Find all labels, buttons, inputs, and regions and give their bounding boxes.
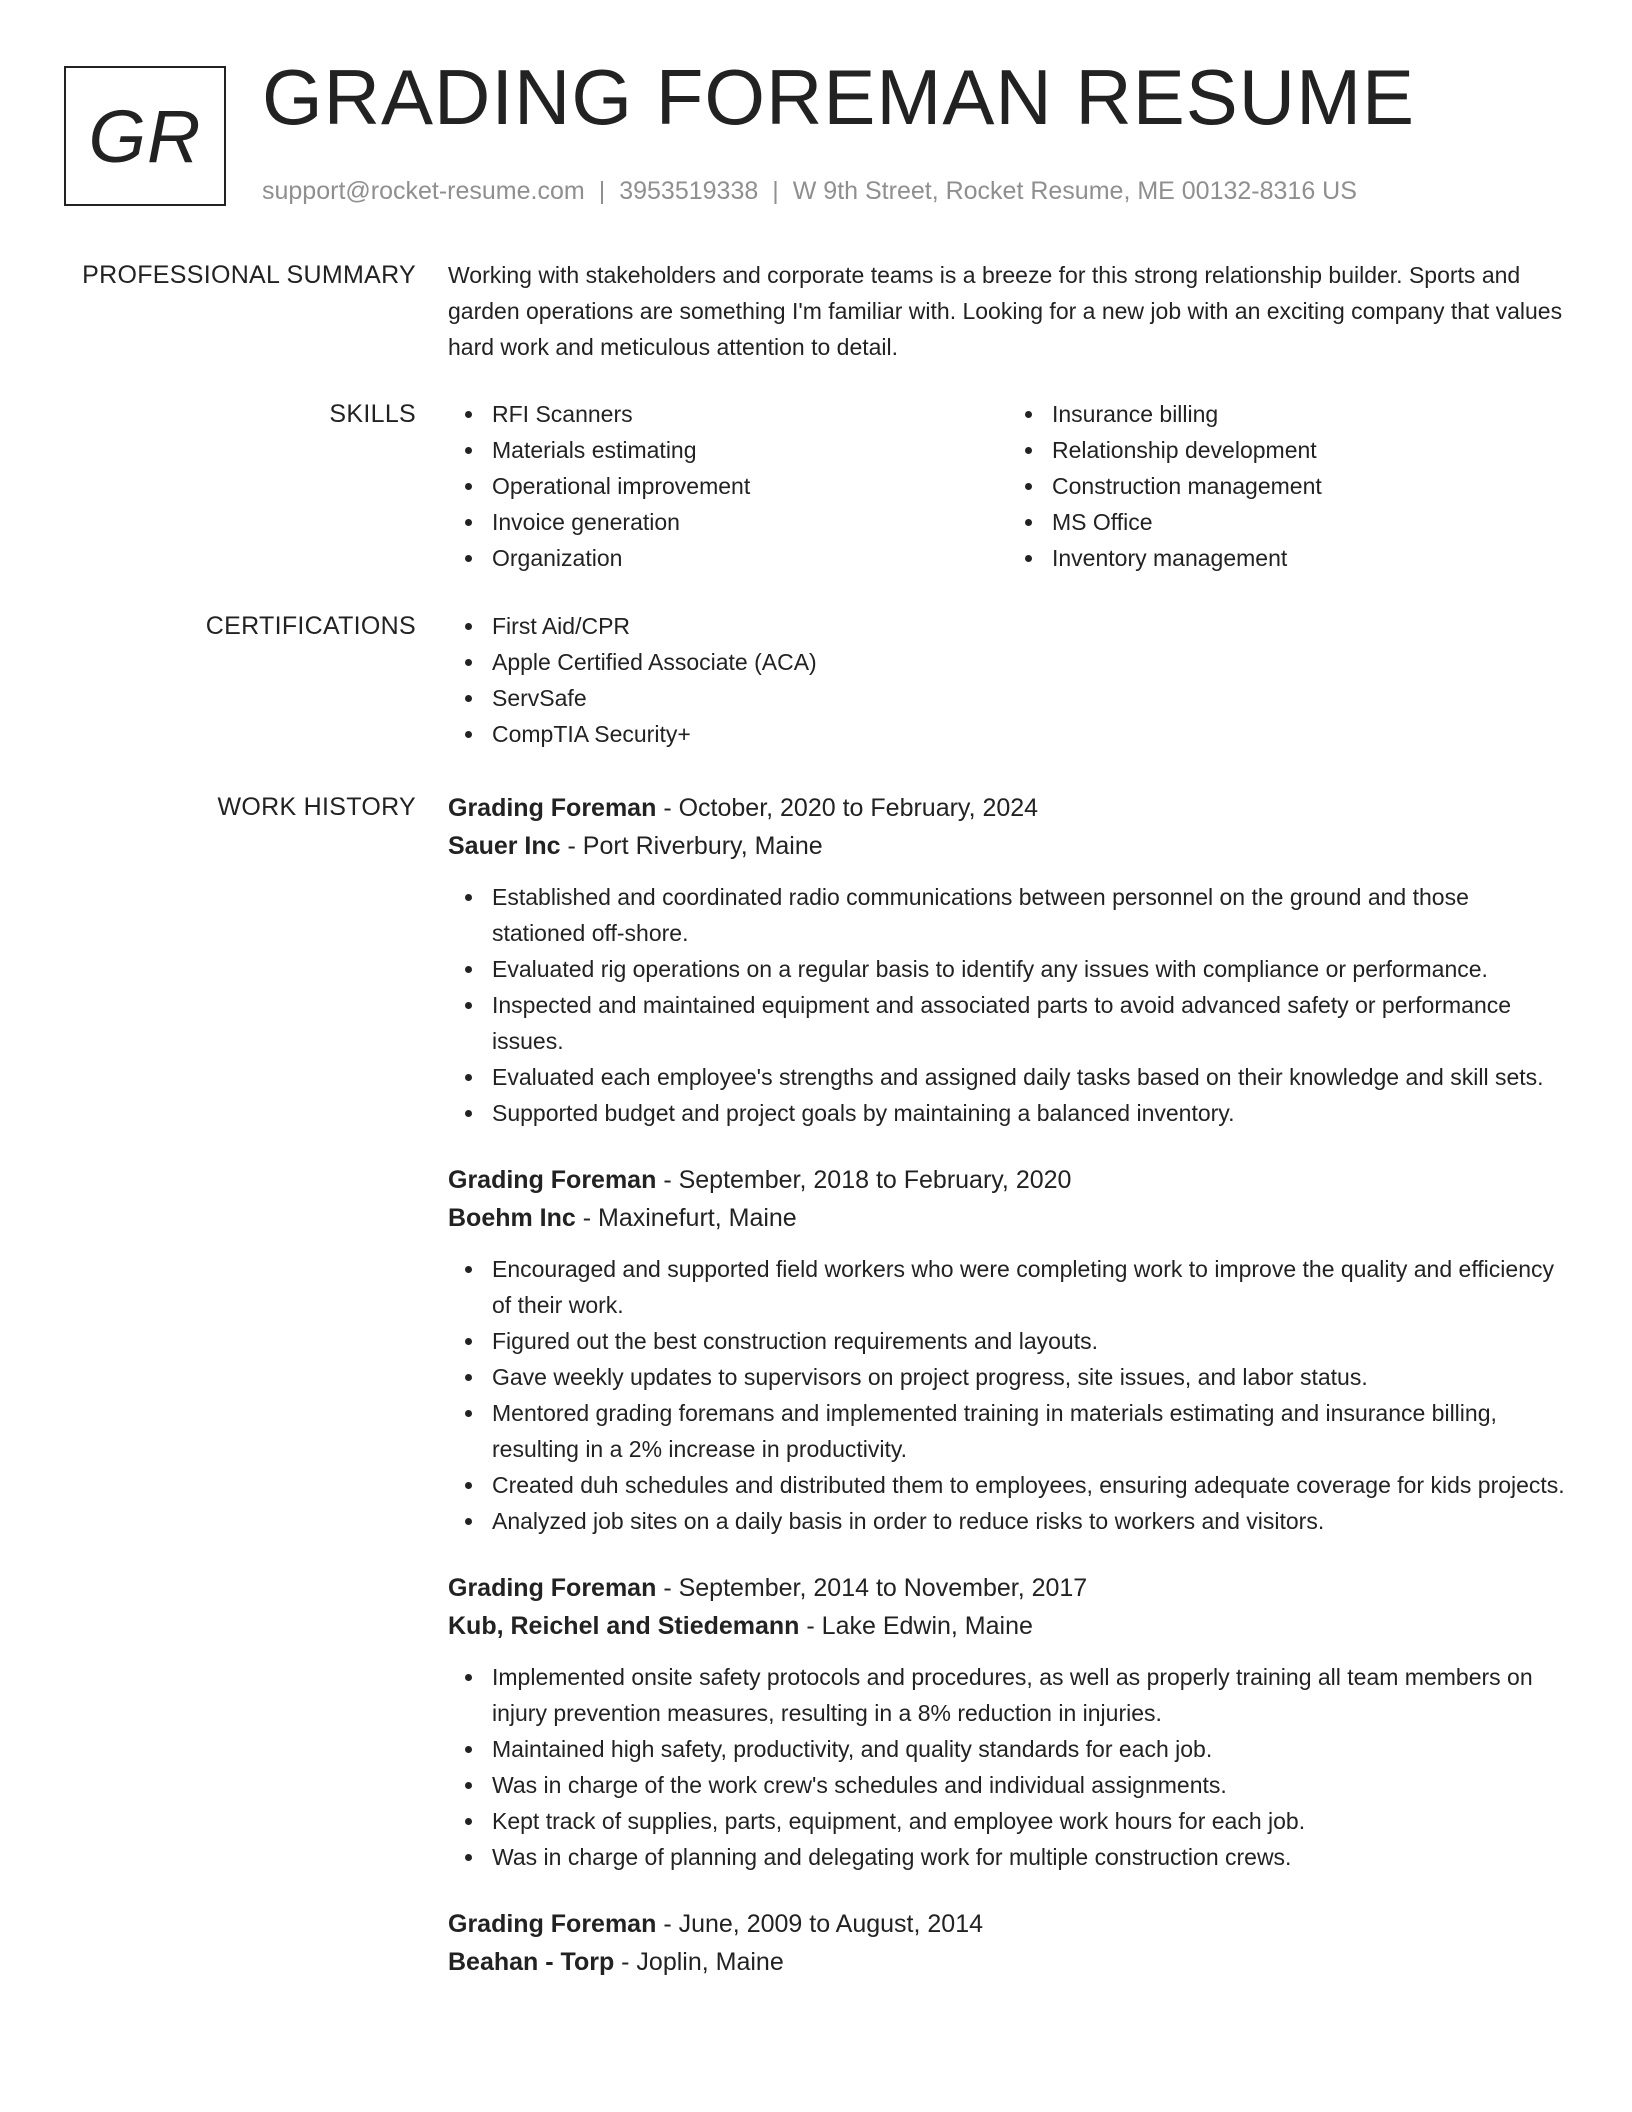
- job-location: - Lake Edwin, Maine: [799, 1612, 1033, 1640]
- contact-line: [262, 176, 1357, 206]
- job-duties-list: [448, 879, 1568, 1131]
- skill-item: RFI Scanners: [492, 396, 1008, 432]
- contact-separator: |: [598, 177, 606, 205]
- job-duty: Mentored grading foremans and implemented training in materials estimating and insurance billing, resulting in a 2% increase in productivity.: [492, 1395, 1568, 1467]
- job-entry: [448, 789, 1568, 1131]
- job-duty: Evaluated each employee's strengths and assigned daily tasks based on their knowledge and skill sets.: [492, 1059, 1568, 1095]
- job-company: Boehm Inc: [448, 1204, 576, 1232]
- work-history-heading: WORK HISTORY: [217, 793, 416, 821]
- job-company-line: [448, 1943, 1568, 1981]
- job-duty: Maintained high safety, productivity, and quality standards for each job.: [492, 1731, 1568, 1767]
- skill-item: Construction management: [1052, 468, 1568, 504]
- job-duty: Kept track of supplies, parts, equipment, and employee work hours for each job.: [492, 1803, 1568, 1839]
- contact-separator: |: [772, 177, 779, 205]
- job-entry: [448, 1905, 1568, 1981]
- job-entry: [448, 1569, 1568, 1875]
- job-duty: Implemented onsite safety protocols and procedures, as well as properly training all team members on injury prevention measures, resulting in a 8% reduction in injuries.: [492, 1659, 1568, 1731]
- job-title-line: [448, 1905, 1568, 1943]
- certification-item: First Aid/CPR: [492, 608, 1568, 644]
- job-title: Grading Foreman: [448, 1910, 657, 1938]
- job-duty: Was in charge of the work crew's schedules and individual assignments.: [492, 1767, 1568, 1803]
- skills-list-right: [1008, 396, 1568, 576]
- job-company: Sauer Inc: [448, 832, 561, 860]
- job-duty: Inspected and maintained equipment and associated parts to avoid advanced safety or performance issues.: [492, 987, 1568, 1059]
- job-location: - Maxinefurt, Maine: [575, 1204, 797, 1232]
- monogram-logo: GR: [64, 66, 226, 206]
- contact-address: W 9th Street, Rocket Resume, ME 00132-8316 US: [792, 177, 1357, 205]
- job-duties-list: [448, 1251, 1568, 1539]
- job-title-line: [448, 1569, 1568, 1607]
- contact-phone: 3953519338: [619, 177, 759, 205]
- contact-email: support@rocket-resume.com: [262, 177, 585, 205]
- certification-item: Apple Certified Associate (ACA): [492, 644, 1568, 680]
- job-title: Grading Foreman: [448, 1166, 657, 1194]
- certifications-heading: CERTIFICATIONS: [205, 612, 416, 640]
- job-duty: Encouraged and supported field workers who were completing work to improve the quality and efficiency of their work.: [492, 1251, 1568, 1323]
- skills-heading: SKILLS: [329, 400, 416, 428]
- job-duty: Supported budget and project goals by maintaining a balanced inventory.: [492, 1095, 1568, 1131]
- skill-item: Materials estimating: [492, 432, 1008, 468]
- skill-item: Invoice generation: [492, 504, 1008, 540]
- skill-item: Insurance billing: [1052, 396, 1568, 432]
- certification-item: ServSafe: [492, 680, 1568, 716]
- certifications-body: [448, 608, 1568, 752]
- skill-item: Relationship development: [1052, 432, 1568, 468]
- skills-list-left: [448, 396, 1008, 576]
- job-company: Beahan - Torp: [448, 1948, 615, 1976]
- job-title: Grading Foreman: [448, 1574, 657, 1602]
- job-company-line: [448, 827, 1568, 865]
- skills-body: [448, 396, 1568, 576]
- summary-body: [448, 257, 1568, 365]
- job-duty: Established and coordinated radio communications between personnel on the ground and those stationed off-shore.: [492, 879, 1568, 951]
- job-duty: Analyzed job sites on a daily basis in order to reduce risks to workers and visitors.: [492, 1503, 1568, 1539]
- skill-item: Inventory management: [1052, 540, 1568, 576]
- resume-title: GRADING FOREMAN RESUME: [262, 53, 1416, 141]
- job-title-line: [448, 1161, 1568, 1199]
- job-title-line: [448, 789, 1568, 827]
- job-dates: - June, 2009 to August, 2014: [656, 1910, 984, 1938]
- skill-item: Operational improvement: [492, 468, 1008, 504]
- certifications-list: [448, 608, 1568, 752]
- summary-heading: PROFESSIONAL SUMMARY: [82, 261, 416, 289]
- job-company-line: [448, 1607, 1568, 1645]
- job-location: - Joplin, Maine: [614, 1948, 784, 1976]
- job-company-line: [448, 1199, 1568, 1237]
- job-company: Kub, Reichel and Stiedemann: [448, 1612, 800, 1640]
- skill-item: Organization: [492, 540, 1008, 576]
- job-duty: Gave weekly updates to supervisors on project progress, site issues, and labor status.: [492, 1359, 1568, 1395]
- job-dates: - October, 2020 to February, 2024: [656, 794, 1039, 822]
- job-entry: [448, 1161, 1568, 1539]
- work-history-body: [448, 789, 1568, 2011]
- job-duty: Evaluated rig operations on a regular basis to identify any issues with compliance or performance.: [492, 951, 1568, 987]
- job-dates: - September, 2014 to November, 2017: [656, 1574, 1088, 1602]
- job-duty: Was in charge of planning and delegating work for multiple construction crews.: [492, 1839, 1568, 1875]
- summary-text: Working with stakeholders and corporate teams is a breeze for this strong relationship builder. Sports and garden operations are something I'm familiar with. Looking for a new job with an exciting company that values hard work and meticulous attention to detail.: [448, 262, 1563, 360]
- job-duty: Figured out the best construction requirements and layouts.: [492, 1323, 1568, 1359]
- job-location: - Port Riverbury, Maine: [560, 832, 823, 860]
- job-title: Grading Foreman: [448, 794, 657, 822]
- job-duty: Created duh schedules and distributed them to employees, ensuring adequate coverage for kids projects.: [492, 1467, 1568, 1503]
- certification-item: CompTIA Security+: [492, 716, 1568, 752]
- job-dates: - September, 2018 to February, 2020: [656, 1166, 1072, 1194]
- job-duties-list: [448, 1659, 1568, 1875]
- skill-item: MS Office: [1052, 504, 1568, 540]
